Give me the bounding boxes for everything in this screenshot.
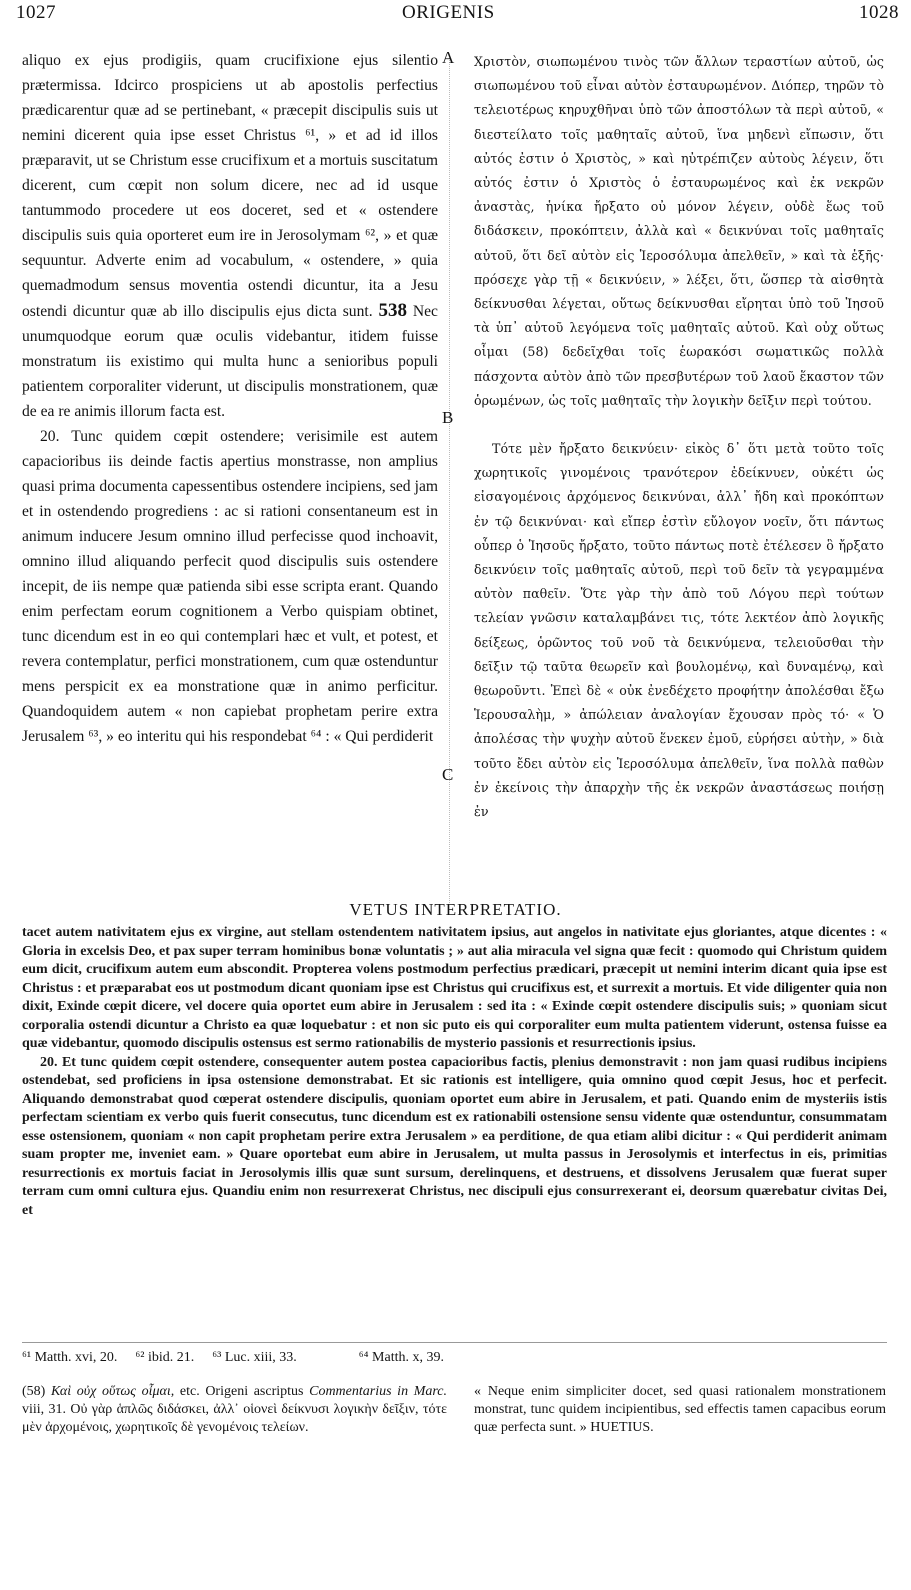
latin-paragraph-1 [22,48,438,424]
editor-note-right [474,1383,886,1437]
footnote-references [22,1350,887,1366]
greek-column [474,50,884,824]
latin-paragraph-1-text: aliquo ex ejus prodigiis, quam crucifixione ejus silentio prætermissa. Idcirco prospiciens ut ab apostolis perfectius prædicarentur quæ ad se pertinebant, « præcepit discipulis suis ut nemini dicerent quia ipse esset Christus ⁶¹, » et ad id illos præparavit, ut se Christum esse crucifixum et a mortuis suscitatum dicerent, cum cœpit non solum dicere, nec ad id usque tantummodo procedere ut eos doceret, sed et « ostendere discipulis suis quia oporteret eum ire in Jerosolymam ⁶², » et quæ sequuntur. Adverte enim ad vocabulum, « ostendere, » quia quemadmodum sensus moventia ostendi dicuntur, ita a Jesu ostendi dicuntur quæ ab illo discipulis ejus dicta sunt. [22,52,438,320]
migne-column-number: 538 [378,300,407,321]
footnote-62: ⁶² ibid. 21. [135,1350,195,1365]
vetus-interpretatio-text [22,924,887,1220]
vetus-interpretatio-title: VETUS INTERPRETATIO. [349,900,562,919]
latin-paragraph-2: 20. Tunc quidem cœpit ostendere; verisimile est autem capacioribus iis deinde factis apertius monstrasse, non amplius quasi prima documenta capessentibus ostendere incipiens, sed jam et in ostendendo progrediens : ac si rationi consentaneum est in animum inducere Jesum omnino illud perfecisse quod inchoavit, omnino illud aliquando perfecit quod discipulis suis ostendere incepit, de iis nempe quæ patienda sibi esse scripta erant. Quando enim perfectam eorum cognitionem a Verbo quispiam obtinet, tunc dicendum est in eo qui contemplari hæc et vult, et potest, et revera contemplatur, perfici monstrationem, cum quæ ostenduntur mens perspicit ex ea monstratione quæ in animo perficitur. Quandoquidem autem « non capiebat prophetam perire extra Jerusalem ⁶³, » eo interitu qui his respondebat ⁶⁴ : « Qui perdiderit [22,428,438,745]
editor-note-58 [22,1383,447,1437]
footnote-63: ⁶³ Luc. xiii, 33. [212,1350,297,1365]
huetius-translation: « Neque enim simpliciter docet, sed quasi rationalem monstrationem monstrat, tunc quidem incipientibus, sed effectis tamen capacibus eorum quæ perfecta sunt. » HUETIUS. [474,1384,886,1435]
note-text-rest: viii, 31. Οὐ γὰρ ἁπλῶς διδάσκει, ἀλλ᾽ οἱονεὶ δείκνυσι λογικὴν δεῖξιν, τότε μὲν ἀρχομένοις, χωρητικοῖς δὲ γενομένοις τελείων. [22,1402,447,1435]
note-work-title: Commentarius in Marc. [309,1384,447,1399]
column-number-right: 1028 [859,2,899,23]
footnote-64: ⁶⁴ Matth. x, 39. [358,1350,444,1365]
footnote-rule [22,1342,887,1343]
column-number-left: 1027 [16,2,56,23]
greek-paragraph-2: Τότε μὲν ἤρξατο δεικνύειν· εἰκὸς δ᾽ ὅτι μετὰ τοῦτο τοῖς χωρητικοῖς γινομένοις τρανότερον ἐδείκνυεν, οὐκέτι ὡς εἰσαγομένοις ἀρχόμενος δεικνύναι, ἀλλ᾽ ἤδη καὶ προκόπτων ἐν τῷ δεικνύναι· καὶ εἴπερ ἐστὶν εὔλογον νοεῖν, ὅτι πάντως οὗπερ ὁ Ἰησοῦς ἤρξατο, τοῦτο πάντως ποτὲ ἐτέλεσεν ὃ ἤρξατο δεικνύειν τοῖς μαθηταῖς αὐτοῦ, περὶ τοῦ δεῖν τὰ γεγραμμένα αὐτὸν παθεῖν. Ὅτε γὰρ τὴν ἀπὸ τοῦ Λόγου περὶ τούτων τελείαν γνῶσιν καταλαμβάνει τις, τότε λεκτέον ἀπὸ λογικῆς δείξεως, ὁρῶντος τοῦ νοῦ τὰ δεικνύμενα, τελειοῦσθαι τὴν δεῖξιν τῷ ταῦτα θεωρεῖν καὶ βουλομένῳ, καὶ δυναμένῳ, καὶ θεωροῦντι. Ἐπεὶ δὲ « οὐκ ἐνεδέχετο προφήτην ἀπολέσθαι ἔξω Ἱερουσαλὴμ, » ἀπώλειαν ἀναλογίαν ἔχουσαν πρὸς τό· « Ὁ ἀπολέσας τὴν ψυχὴν αὐτοῦ ἕνεκεν ἐμοῦ, εὑρήσει αὐτὴν, » διὰ τοῦτο ἔδει αὐτὸν εἰς Ἱεροσόλυμα ἀπελθεῖν, ἵνα πολλὰ παθὼν ἐν ἐκείνοις τὴν ἀπαρχὴν τῆς ἐκ νεκρῶν ἀναστάσεως ποιήσῃ ἐν [474,441,884,820]
editor-note-left [22,1383,447,1437]
latin-paragraph-1-cont: Nec unumquodque eorum quæ oculis videbantur, itidem fuisse monstratum iis existimo qui multa hunc a senioribus populi patientem corporaliter viderunt, ut discipulis monstrationem, quæ de ea re animis illorum facta est. [22,303,438,420]
footnote-61: ⁶¹ Matth. xvi, 20. [22,1350,118,1365]
latin-column [22,48,438,749]
note-number: (58) [22,1384,46,1399]
note-text-mid: etc. Origeni ascriptus [179,1384,304,1399]
greek-paragraph-1: Χριστὸν, σιωπωμένου τινὸς τῶν ἄλλων τεραστίων αὐτοῦ, ὡς σιωπωμένου τοῦ εἶναι αὐτὸν ἐσταυρωμένον. Διόπερ, τηρῶν τὸ τελειοτέρως κηρυχθῆναι ὑπὸ τῶν ἀποστόλων τὰ περὶ αὐτοῦ, « διεστείλατο τοῖς μαθηταῖς αὐτοῦ, ἵνα μηδενὶ εἴπωσιν, ὅτι αὐτός ἐστιν ὁ Χριστὸς, » καὶ ηὐτρέπιζεν αὐτοὺς λέγειν, ὅτι αὐτός ἐστιν ὁ Χριστὸς ὁ ἐσταυρωμένος καὶ ἐκ νεκρῶν ἀναστὰς, ἡνίκα ἤρξατο οὐ μόνον λέγειν, οὐδὲ ἕως τοῦ διδάσκειν, προκόπτειν, ἀλλὰ καὶ « δεικνύναι τοῖς μαθηταῖς αὐτοῦ, ὅτι δεῖ αὐτὸν εἰς Ἱεροσόλυμα ἀπελθεῖν, » καὶ τὰ ἑξῆς· πρόσεχε γὰρ τῇ « δεικνύειν, » λέξει, ὅτι, ὥσπερ τὰ αἰσθητὰ δείκνυσθαι λέγεται, οὕτως δείκνυσθαι εἴρηται ὑπὸ τοῦ Ἰησοῦ τὰ ὑπ᾽ αὐτοῦ λεγόμενα τοῖς μαθηταῖς αὐτοῦ. Καὶ οὐχ οὕτως οἶμαι (58) δεδεῖχθαι τοῖς ἑωρακόσι σωματικῶς πολλὰ πάσχοντα αὐτὸν ἀπὸ τῶν πρεσβυτέρων τοῦ λαοῦ ἕκαστον τῶν ὁρωμένων, ὡς τοῖς μαθηταῖς τὴν λογικὴν δεῖξιν περὶ τούτου. [474,54,884,408]
running-title: ORIGENIS [402,2,495,23]
section-marker-c: C [442,765,454,784]
section-marker-a: A [442,48,455,67]
note-greek-lemma: Καὶ οὐχ οὕτως οἶμαι, [50,1384,175,1399]
vetus-paragraph-2: 20. Et tunc quidem cœpit ostendere, consequenter autem postea capacioribus factis, plenius demonstravit : non jam quasi rudibus incipiens ostendebat, sed proficiens in ipsa ostensione demonstrabat. Et sic rationis est intelligere, quia omnino quod cœpit Jesus, hoc et perfecit. Aliquando demonstrabat quod cœperat ostendere discipulis, quoniam oportet eum abire in Jerusalem, et pati. Quando enim de mysteriis istis perfectam scientiam ex verbo quis fuerit consecutus, tunc dicendum est ex rationabili ostensione sensu vidente quæ ostenduntur, consummatam esse ostensionem, quoniam « non capit prophetam perire extra Jerusalem » ea perditione, de qua etiam alibi dicitur : « Qui perdiderit animam suam propter me, inveniet eam. » Quare oportebat eum abire in Jerusalem, ut multa passus in Jerosolymis et interfectus in eis, primitias resurrectionis ex mortuis faciat in Jerosolymis illis quæ sunt sursum, derelinquens, et destruens, et dissolvens Jerusalem quæ fuerat super terram cum omni cultura ejus. Quandiu enim non resurrexerat Christus, nec discipuli ejus consurrexerant ei, deorsum quærebatur civitas Dei, et [22,1054,887,1218]
section-marker-b: B [442,408,454,427]
vetus-paragraph-1: tacet autem nativitatem ejus ex virgine, aut stellam ostendentem nativitatem ipsius, aut angelos in nativitate ejus gloriantes, atque dicentes : « Gloria in excelsis Deo, et pax super terram hominibus bonæ voluntatis ; » aut alia miracula vel signa quæ fecit : quomodo qui Christum quidem eum dicit, crucifixum autem eum abscondit. Propterea volens postmodum perfectius prædicari, præcepit ut nemini interim dicant quia ipse est Christus : et præparabat eos ut postmodum dicant quoniam ipse est Christus qui crucifixus est, et surrexit a mortuis. Et vide diligenter quia non dixit, Exinde cœpit dicere, vel docere quia oportet eum abire in Jerusalem : sed ita : « Exinde cœpit ostendere discipulis suis; » quoniam sicut corporalia ostendi dicuntur a Christo ea quæ loquebatur : et non sic puto eis qui corporaliter eum multa patientem viderunt, ostensa fuisse ea quæ videbantur, quomodo discipulis ostensus est sermo rationabilis de mysterio passionis et resurrectionis ipsius. [22,925,887,1051]
